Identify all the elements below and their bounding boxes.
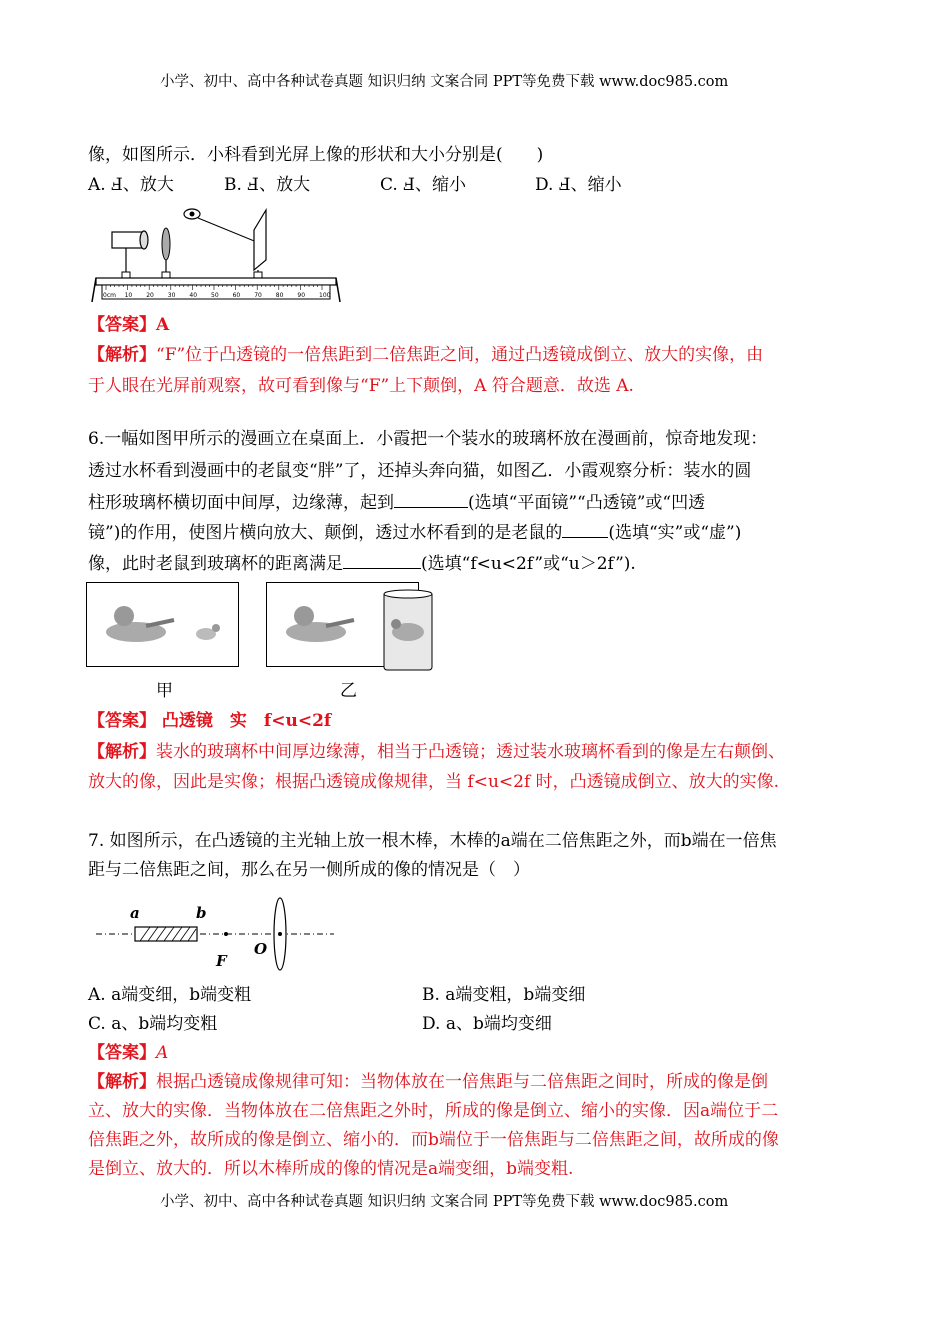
fig-label-a: a (130, 904, 140, 922)
ruler-label: 80 (275, 292, 284, 299)
q6-line1: 6.一幅如图甲所示的漫画立在桌面上．小霞把一个装水的玻璃杯放在漫画前，惊奇地发现： (88, 429, 768, 449)
ruler-label: 70 (254, 292, 262, 299)
q6-line3: 柱形玻璃杯横切面中间厚，边缘薄，起到 (选填“平面镜”“凸透镜”或“凹透 (88, 488, 705, 519)
q5-option-d: D. Ⅎ、缩小 (535, 175, 622, 195)
lens-axis-figure (90, 892, 340, 974)
cartoon-figure-yi (266, 582, 436, 672)
q5-option-b: B. Ⅎ、放大 (224, 175, 311, 195)
ruler-label: 50 (211, 292, 219, 299)
q6-analysis-line2: 放大的像，因此是实像；根据凸透镜成像规律，当 f<u<2f 时，凸透镜成倒立、放大的实像. (88, 772, 780, 792)
q7-analysis-line2: 立、放大的实像．当物体放在二倍焦距之外时，所成的像是倒立、缩小的实像．因a端位于二 (88, 1101, 779, 1121)
label-jia: 甲 (156, 681, 173, 701)
q6-line2: 透过水杯看到漫画中的老鼠变“胖”了，还掉头奔向猫，如图乙．小霞观察分析：装水的圆 (88, 461, 752, 481)
ruler-label: 60 (232, 292, 241, 299)
q5-stem: 像，如图所示．小科看到光屏上像的形状和大小分别是( ) (88, 145, 544, 165)
q7-line1: 7. 如图所示，在凸透镜的主光轴上放一根木棒，木棒的a端在二倍焦距之外，而b端在一倍焦 (88, 831, 777, 851)
q5-analysis-line1: 【解析】“F”位于凸透镜的一倍焦距到二倍焦距之间，通过凸透镜成倒立、放大的实像，由 (88, 345, 764, 365)
q7-option-a: A. a端变细，b端变粗 (88, 985, 252, 1005)
q5-analysis-line2: 于人眼在光屏前观察，故可看到像与“F”上下颠倒，A 符合题意．故选 A. (88, 376, 634, 396)
q5-option-c: C. Ⅎ、缩小 (380, 175, 467, 195)
q7-analysis-line1: 【解析】根据凸透镜成像规律可知：当物体放在一倍焦距与二倍焦距之间时，所成的像是倒 (88, 1072, 768, 1092)
label-yi: 乙 (340, 681, 357, 701)
q5-option-a: A. Ⅎ、放大 (88, 175, 174, 195)
ruler-label: 90 (297, 292, 306, 299)
ruler-label: 0cm (103, 292, 116, 299)
q6-line4: 镜”)的作用，使图片横向放大、颠倒，透过水杯看到的是老鼠的 (选填“实”或“虚”) (88, 518, 741, 549)
q7-line2: 距与二倍焦距之间，那么在另一侧所成的像的情况是（ ） (88, 860, 530, 880)
ruler-label: 10 (124, 292, 133, 299)
q5-answer: 【答案】A (88, 315, 170, 335)
ruler-label: 30 (167, 292, 176, 299)
cartoon-figure-jia (86, 582, 240, 668)
q7-option-b: B. a端变粗，b端变细 (422, 985, 586, 1005)
ruler-label: 100 (319, 292, 331, 299)
page-footer: 小学、初中、高中各种试卷真题 知识归纳 文案合同 PPT等免费下载 www.doc985.com (160, 1194, 729, 1210)
q7-analysis-line4: 是倒立、放大的．所以木棒所成的像的情况是a端变细，b端变粗. (88, 1159, 574, 1179)
fig-label-O: O (254, 940, 268, 958)
page-header: 小学、初中、高中各种试卷真题 知识归纳 文案合同 PPT等免费下载 www.doc985.com (160, 74, 729, 90)
q6-answer: 【答案】 凸透镜 实 f<u<2f (88, 711, 332, 731)
q7-answer: 【答案】A (88, 1043, 169, 1063)
q6-line5: 像，此时老鼠到玻璃杯的距离满足 (选填“f<u<2f”或“u＞2f”). (88, 549, 636, 580)
optical-bench-figure (86, 200, 346, 308)
q7-analysis-line3: 倍焦距之外，故所成的像是倒立、缩小的．而b端位于一倍焦距与二倍焦距之间，故所成的像 (88, 1130, 779, 1150)
q7-option-d: D. a、b端均变细 (422, 1014, 552, 1034)
q7-option-c: C. a、b端均变粗 (88, 1014, 218, 1034)
ruler-label: 40 (189, 292, 198, 299)
fig-label-F: F (216, 952, 227, 970)
q6-analysis-line1: 【解析】装水的玻璃杯中间厚边缘薄，相当于凸透镜；透过装水玻璃杯看到的像是左右颠倒、 (88, 742, 785, 762)
fig-label-b: b (196, 904, 207, 922)
ruler-label: 20 (146, 292, 154, 299)
